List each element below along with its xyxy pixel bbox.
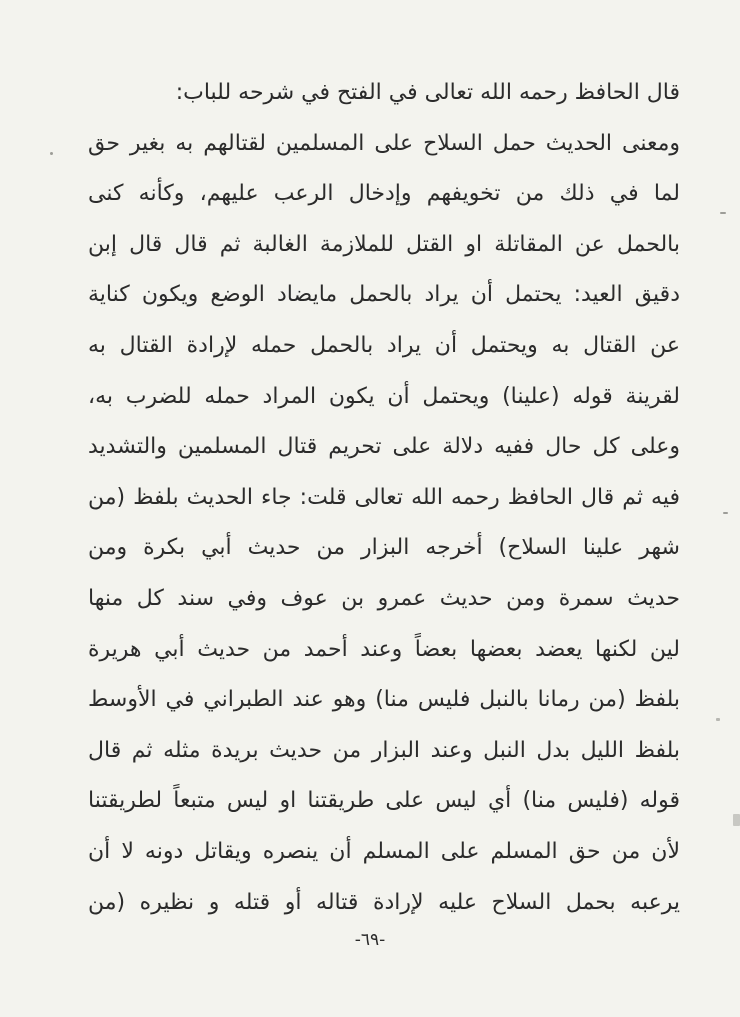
scan-mark	[716, 718, 720, 721]
text-line-4: بالحمل عن المقاتلة او القتل للملازمة الغالبة ثم قال قال إبن	[88, 231, 680, 257]
scan-mark	[50, 152, 53, 155]
text-line-6: عن القتال به ويحتمل أن يراد بالحمل حمله لإرادة القتال به	[88, 332, 680, 358]
scan-mark	[720, 212, 726, 214]
text-line-13: بلفظ (من رمانا بالنبل فليس منا) وهو عند الطبراني في الأوسط	[88, 687, 680, 713]
text-line-5: دقيق العيد: يحتمل أن يراد بالحمل مايضاد الوضع ويكون كناية	[88, 282, 680, 308]
page-number: -٦٩-	[354, 930, 386, 950]
text-line-10: شهر علينا السلاح) أخرجه البزار من حديث أبي بكرة ومن	[88, 535, 680, 561]
text-line-15: قوله (فليس منا) أي ليس على طريقتنا او ليس متبعاً لطريقتنا	[88, 788, 680, 814]
text-block	[88, 68, 680, 928]
text-line-11: حديث سمرة ومن حديث عمرو بن عوف وفي سند كل منها	[88, 585, 680, 611]
text-line-2: ومعنى الحديث حمل السلاح على المسلمين لقتالهم به بغير حق	[88, 130, 680, 156]
text-line-1: قال الحافظ رحمه الله تعالى في الفتح في شرحه للباب:	[175, 80, 680, 105]
text-line-12: لين لكنها يعضد بعضها بعضاً وعند أحمد من حديث أبي هريرة	[88, 636, 680, 662]
text-line-8: وعلى كل حال ففيه دلالة على تحريم قتال المسلمين والتشديد	[88, 434, 680, 460]
text-line-17: يرعبه بحمل السلاح عليه لإرادة قتاله أو قتله و نظيره (من	[88, 889, 680, 915]
text-line-14: بلفظ الليل بدل النبل وعند البزار من حديث بريدة مثله ثم قال	[88, 737, 680, 763]
text-line-7: لقرينة قوله (علينا) ويحتمل أن يكون المراد حمله للضرب به،	[88, 383, 680, 409]
scan-mark	[733, 814, 740, 826]
text-line-16: لأن من حق المسلم على المسلم أن ينصره ويقاتل دونه لا أن	[88, 838, 680, 864]
text-line-9: فيه ثم قال الحافظ رحمه الله تعالى قلت: جاء الحديث بلفظ (من	[88, 484, 680, 510]
scan-mark	[723, 512, 728, 514]
text-line-3: لما في ذلك من تخويفهم وإدخال الرعب عليهم، وكأنه كنى	[88, 181, 680, 207]
